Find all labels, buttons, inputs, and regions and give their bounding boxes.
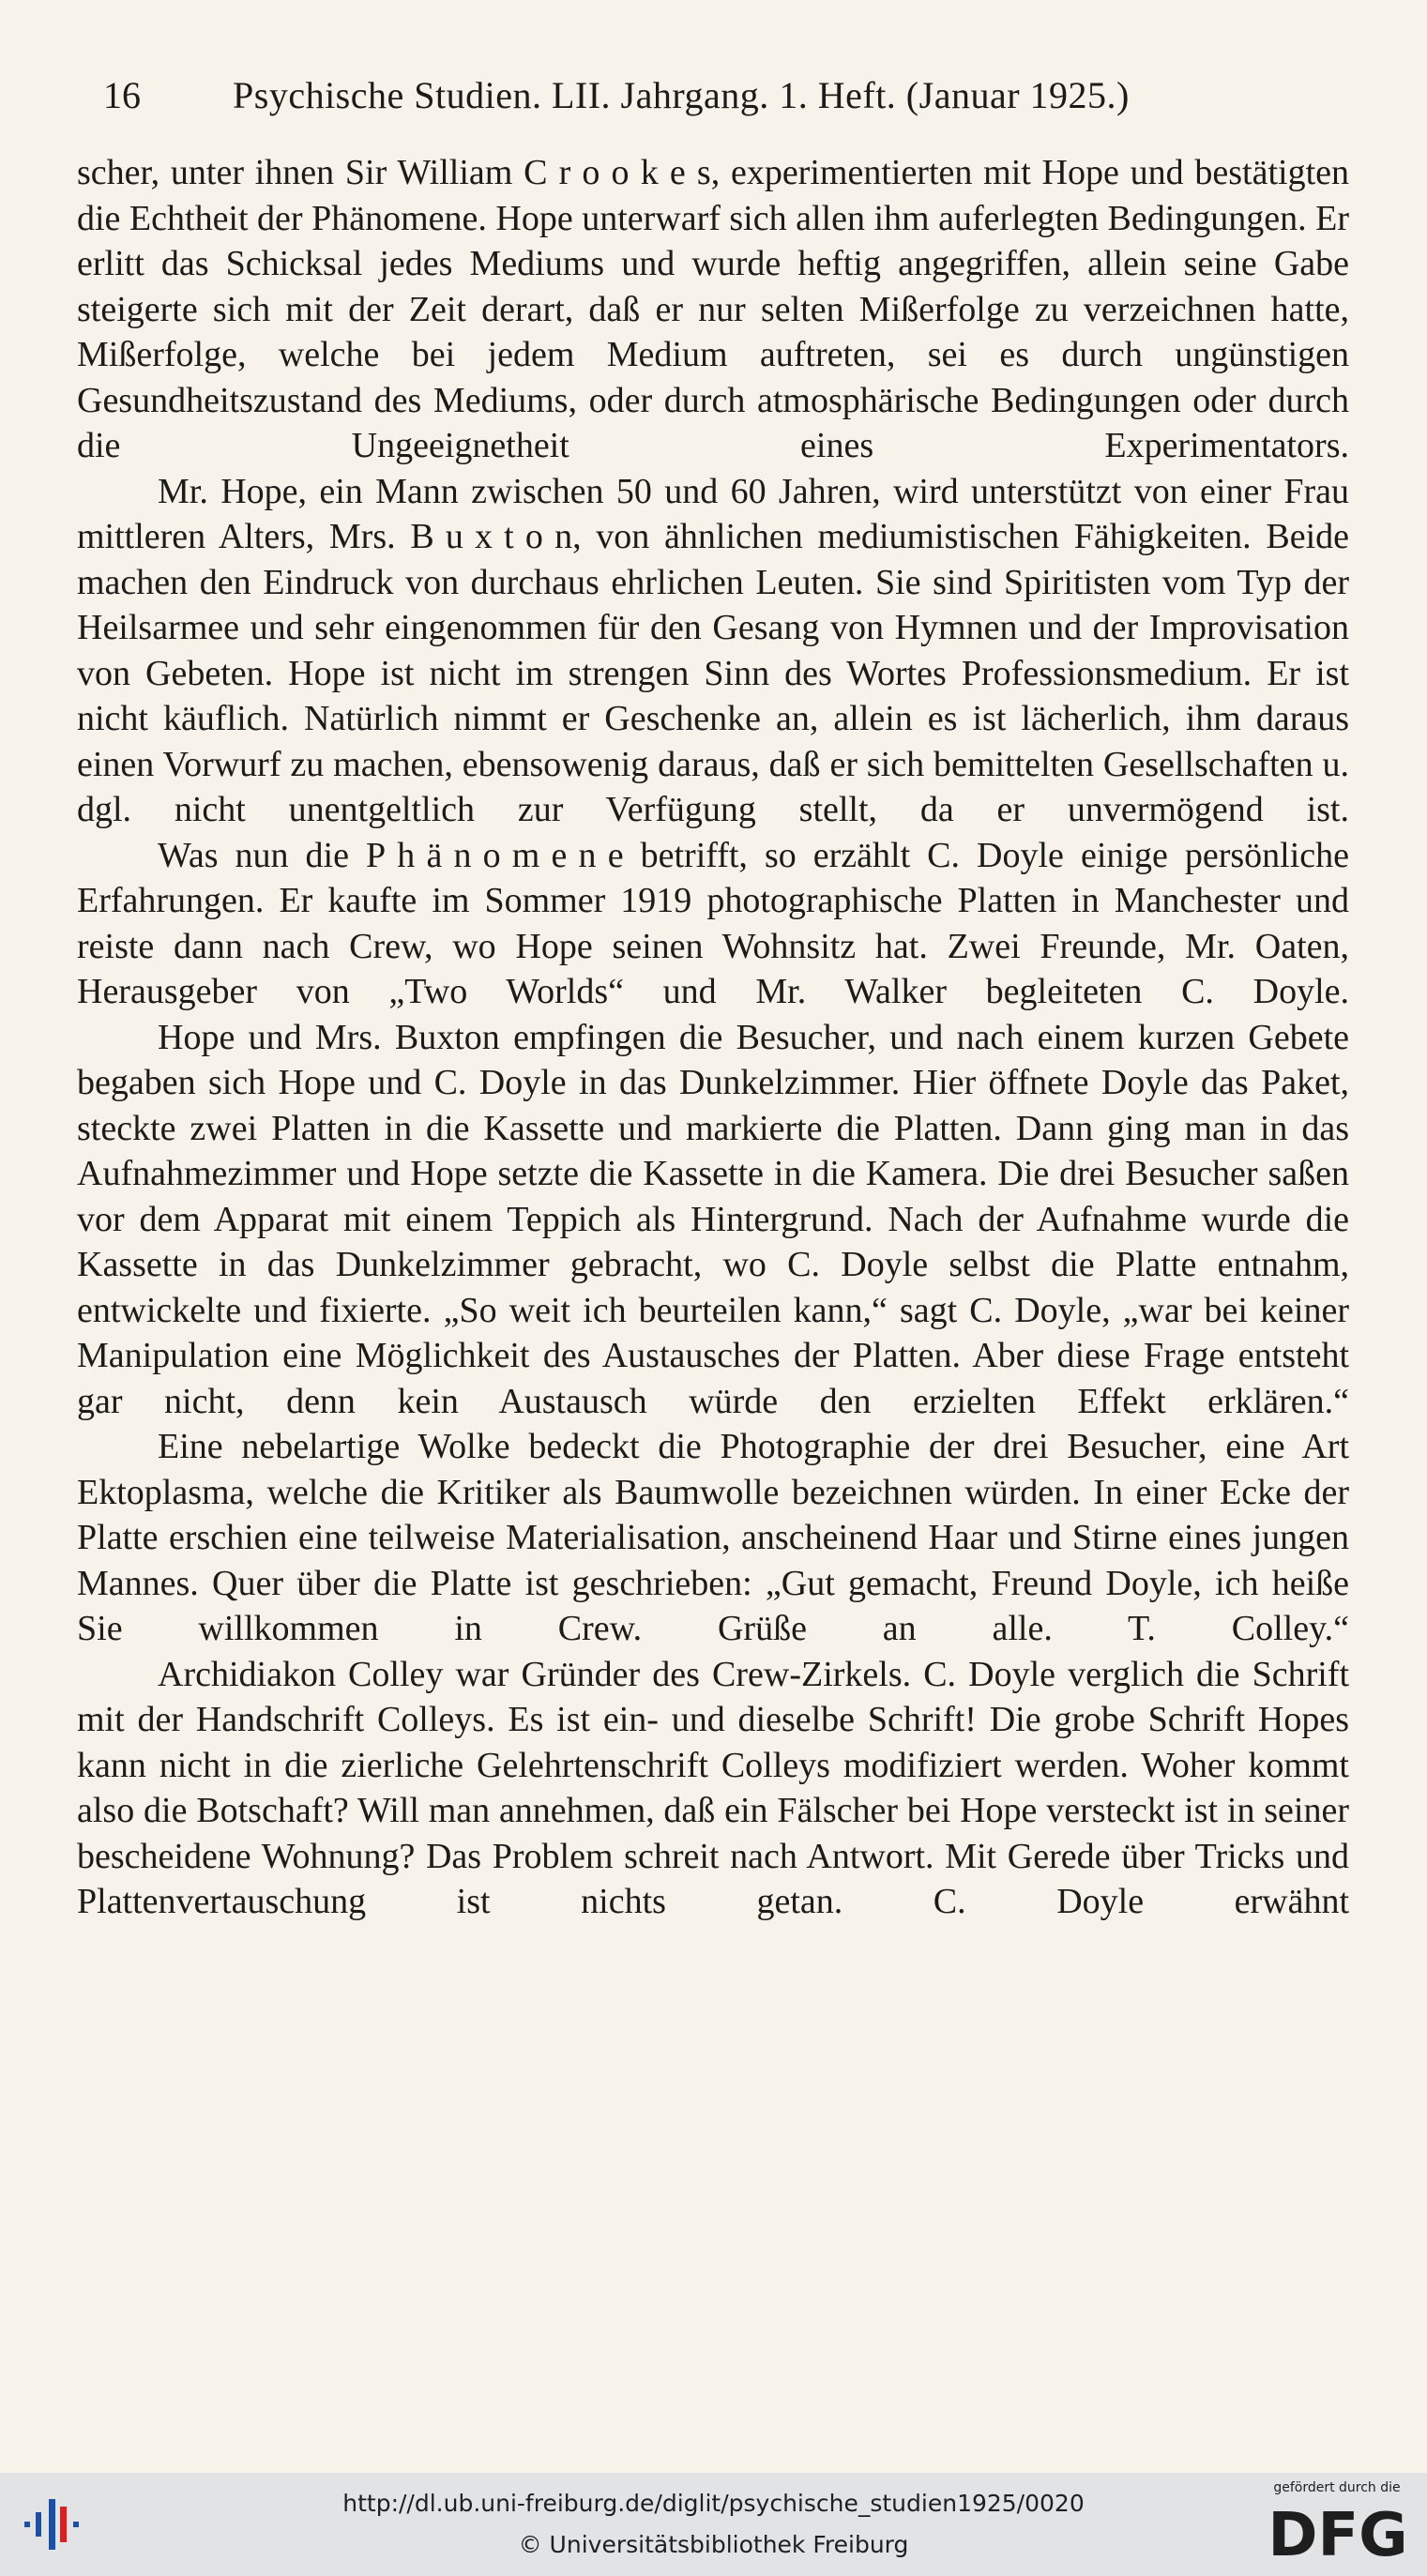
- funding-caption: gefördert durch die: [1273, 2480, 1401, 2495]
- text-run: , experimentierten mit Hope und bestätigten die Echtheit der Phänomene. Hope unterwarf sich allen ihm auferlegten Bedingungen. Er erlitt das Schicksal jedes Mediums und wurde heftig angegriffen, allein seine Gabe steigerte sich mit der Zeit derart, daß er nur selten Mißerfolge zu verzeichnen hatte, Mißerfolge, welche bei jedem Medium auftreten, sei es durch ungünstigen Gesundheitszustand des Mediums, oder durch atmosphärische Bedingungen oder durch die Ungeeignetheit eines Experimentators.: [77, 153, 1349, 465]
- text-run: scher, unter ihnen Sir William: [77, 153, 524, 192]
- spaced-word: Phänomene: [366, 835, 635, 875]
- dfg-logo-icon: [1263, 2501, 1413, 2567]
- text-run: Eine nebelartige Wolke bedeckt die Photographie der drei Besucher, eine Art Ektoplasma, welche die Kritiker als Baumwolle bezeichnen würden. In einer Ecke der Platte erschien eine teilweise Materialisation, anscheinend Haar und Stirne eines jungen Mannes. Quer über die Platte ist geschrieben: „Gut gemacht, Freund Doyle, ich heiße Sie willkommen in Crew. Grüße an alle. T. Colley.“: [77, 1427, 1349, 1648]
- spaced-name: Buxton: [410, 517, 584, 556]
- paragraph: [77, 1652, 1349, 1925]
- text-run: Was nun die: [158, 835, 366, 875]
- running-header: [83, 73, 1359, 126]
- page-number: 16: [103, 74, 141, 116]
- text-run: betrifft, so erzählt C. Doyle einige persönliche Erfahrungen. Er kaufte im Sommer 1919 photographische Platten in Manchester und reiste dann nach Crew, wo Hope seinen Wohnsitz hat. Zwei Freunde, Mr. Oaten, Herausgeber von „Two Worlds“ und Mr. Walker begleiteten C. Doyle.: [77, 835, 1349, 1011]
- paragraph: [77, 469, 1349, 833]
- copyright-notice: © Universitätsbibliothek Freiburg: [518, 2531, 909, 2558]
- paragraph: [77, 1015, 1349, 1425]
- document-url[interactable]: http://dl.ub.uni-freiburg.de/diglit/psychische_studien1925/0020: [342, 2490, 1085, 2517]
- text-run: Archidiakon Colley war Gründer des Crew-Zirkels. C. Doyle verglich die Schrift mit der Handschrift Colleys. Es ist ein- und dieselbe Schrift! Die grobe Schrift Hopes kann nicht in die zierliche Gelehrtenschrift Colleys modifiziert werden. Woher kommt also die Botschaft? Will man annehmen, daß ein Fälscher bei Hope versteckt ist in seiner bescheidene Wohnung? Das Problem schreit nach Antwort. Mit Gerede über Tricks und Plattenvertauschung ist nichts getan. C. Doyle erwähnt: [77, 1654, 1349, 1921]
- spaced-name: Crookes: [524, 153, 722, 192]
- svg-text:DFG: DFG: [1268, 2501, 1408, 2567]
- paragraph: [77, 150, 1349, 469]
- viewer-footer: [0, 2473, 1427, 2576]
- paragraph: [77, 1424, 1349, 1652]
- text-run: , von ähnlichen mediumistischen Fähigkeiten. Beide machen den Eindruck von durchaus ehrlichen Leuten. Sie sind Spiritisten vom Typ der Heilsarmee und sehr eingenommen für den Gesang von Hymnen und der Improvisation von Gebeten. Hope ist nicht im strengen Sinn des Wortes Professionsmedium. Er ist nicht käuflich. Natürlich nimmt er Geschenke an, allein es ist lächerlich, ihm daraus einen Vorwurf zu machen, ebensowenig daraus, daß er sich bemittelten Gesellschaften u. dgl. nicht unentgeltlich zur Verfügung stellt, da er unvermögend ist.: [77, 517, 1349, 829]
- body-text: [77, 150, 1349, 1925]
- text-run: Hope und Mrs. Buxton empfingen die Besucher, und nach einem kurzen Gebete begaben sich Hope und C. Doyle in das Dunkelzimmer. Hier öffnete Doyle das Paket, steckte zwei Platten in die Kassette und markierte die Platten. Dann ging man in das Aufnahmezimmer und Hope setzte die Kassette in die Kamera. Die drei Besucher saßen vor dem Apparat mit einem Teppich als Hintergrund. Nach der Aufnahme wurde die Kassette in das Dunkelzimmer gebracht, wo C. Doyle selbst die Platte entnahm, entwickelte und fixierte. „So weit ich beurteilen kann,“ sagt C. Doyle, „war bei keiner Manipulation eine Möglichkeit des Austausches der Platten. Aber diese Frage entsteht gar nicht, denn kein Austausch würde den erzielten Effekt erklären.“: [77, 1017, 1349, 1421]
- paragraph: [77, 833, 1349, 1015]
- text-run: Mr. Hope, ein Mann zwischen 50 und 60 Jahren, wird unterstützt von einer Frau mittleren Alters, Mrs.: [77, 471, 1349, 556]
- running-title: Psychische Studien. LII. Jahrgang. 1. Heft. (Januar 1925.): [233, 74, 1130, 116]
